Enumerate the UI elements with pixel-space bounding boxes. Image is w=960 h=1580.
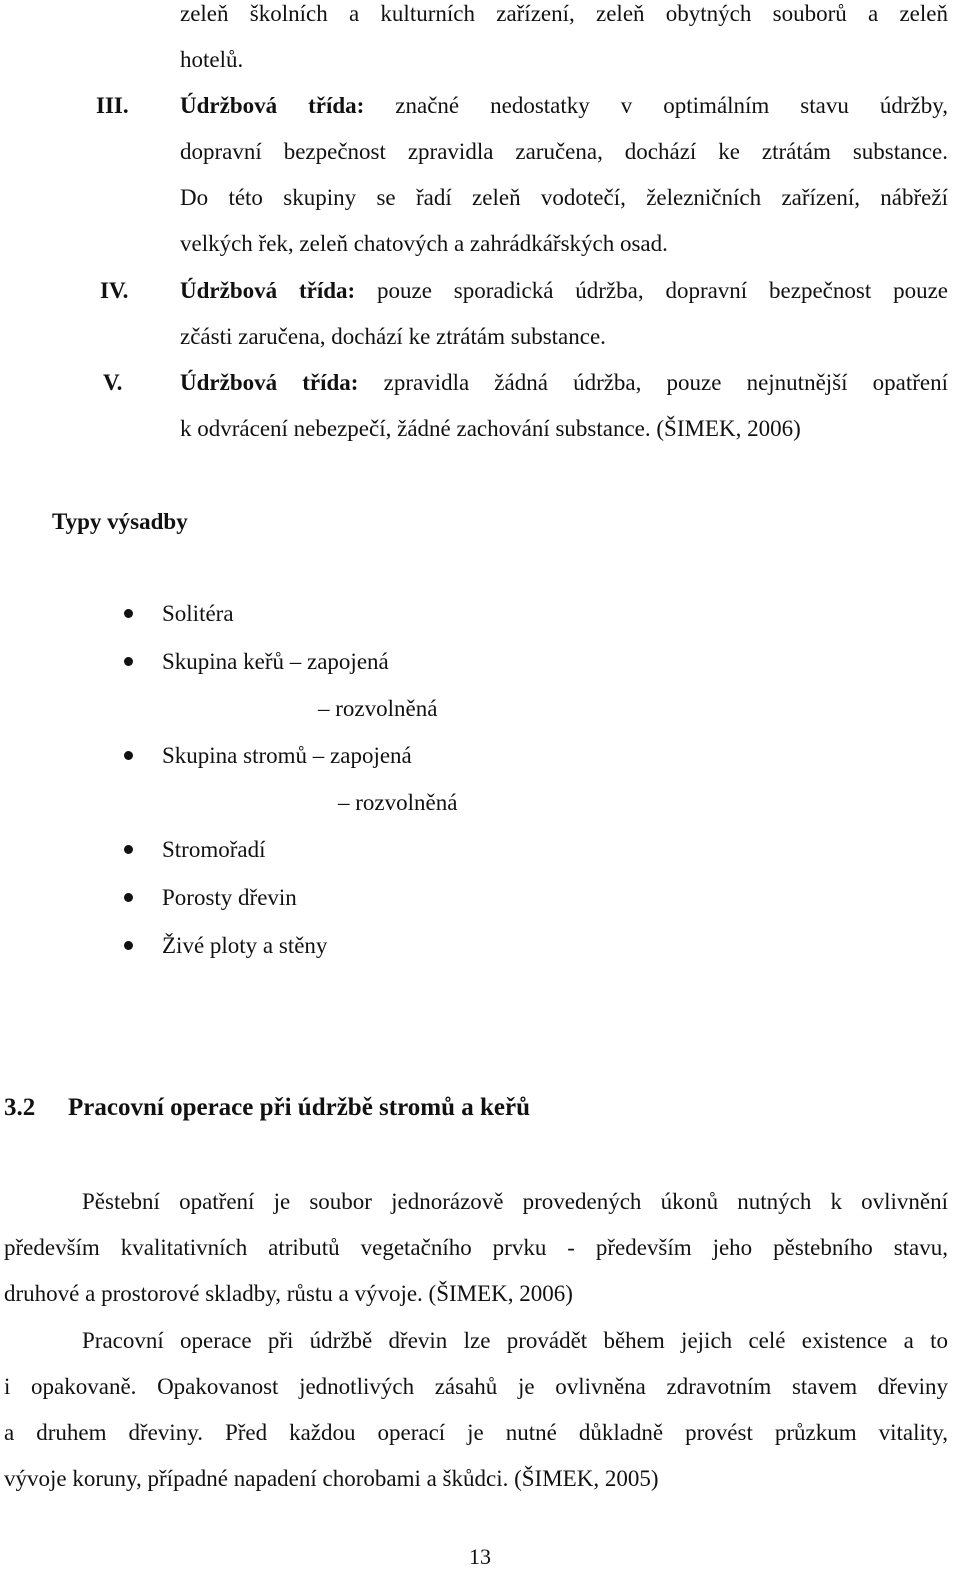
planting-item-avenue: Stromořadí [162,837,266,862]
class-iii-line-4: velkých řek, zeleň chatových a zahrádkářských osad. [180,231,668,256]
bullet-icon [124,893,133,902]
class-v-line-2: k odvrácení nebezpečí, žádné zachování substance. (ŠIMEK, 2006) [180,416,801,441]
planting-item-stands: Porosty dřevin [162,885,297,910]
bullet-icon [124,751,133,760]
section-number: 3.2 [4,1094,36,1121]
bullet-icon [124,657,133,666]
class-v-line-1 [180,371,948,394]
paragraph-2-line-4: vývoje koruny, případné napadení chorobami a škůdci. (ŠIMEK, 2005) [4,1466,659,1491]
class-iii-numeral: III. [96,93,129,118]
class-iv-label: Údržbová třída: [180,278,356,303]
class-iii-line-3: Do této skupiny se řadí zeleň vodotečí, železničních zařízení, nábřeží [180,185,948,210]
paragraph-1-line-3: druhové a prostorové skladby, růstu a vývoje. (ŠIMEK, 2006) [4,1281,573,1306]
class-v-line-1-rest: zpravidla žádná údržba, pouze nejnutnější opatření [358,370,949,395]
paragraph-2-line-2: i opakovaně. Opakovanost jednotlivých zásahů je ovlivněna zdravotním stavem dřeviny [4,1374,948,1399]
paragraph-2-line-1: Pracovní operace při údržbě dřevin lze provádět během jejich celé existence a to [82,1328,948,1353]
class-iii-line-1-rest: značné nedostatky v optimálním stavu údržby, [364,93,948,118]
bullet-icon [124,845,133,854]
planting-item-shrub-group-loose: – rozvolněná [318,696,438,721]
class-iv-numeral: IV. [100,278,129,303]
planting-item-hedges: Živé ploty a stěny [162,933,328,958]
section-title: Pracovní operace při údržbě stromů a keřů [68,1094,530,1121]
bullet-icon [124,941,133,950]
planting-item-tree-group: Skupina stromů – zapojená [162,743,412,768]
paragraph-2-line-3: a druhem dřeviny. Před každou operací je nutné důkladně provést průzkum vitality, [4,1420,948,1445]
paragraph-1-line-1: Pěstební opatření je soubor jednorázově provedených úkonů nutných k ovlivnění [82,1189,948,1214]
class-v-numeral: V. [103,370,123,395]
planting-item-tree-group-loose: – rozvolněná [338,790,458,815]
planting-item-shrub-group: Skupina keřů – zapojená [162,649,389,674]
class-iv-line-2: zčásti zaručena, dochází ke ztrátám substance. [180,324,606,349]
classes-continued-line-2: hotelů. [180,47,244,72]
classes-continued-line-1: zeleň školních a kulturních zařízení, zeleň obytných souborů a zeleň [180,1,948,26]
planting-types-title: Typy výsadby [52,509,188,534]
bullet-icon [124,609,133,618]
class-iv-line-1-rest: pouze sporadická údržba, dopravní bezpečnost pouze [355,278,948,303]
class-iii-label: Údržbová třída: [180,93,365,118]
class-iii-line-1 [180,94,948,117]
page-number: 13 [469,1544,491,1569]
class-iii-line-2: dopravní bezpečnost zpravidla zaručena, dochází ke ztrátám substance. [180,139,948,164]
paragraph-1-line-2: především kvalitativních atributů vegetačního prvku - především jeho pěstebního stavu, [4,1235,948,1260]
class-iv-line-1 [180,279,948,302]
planting-item-solitera: Solitéra [162,601,234,626]
class-v-label: Údržbová třída: [180,370,359,395]
